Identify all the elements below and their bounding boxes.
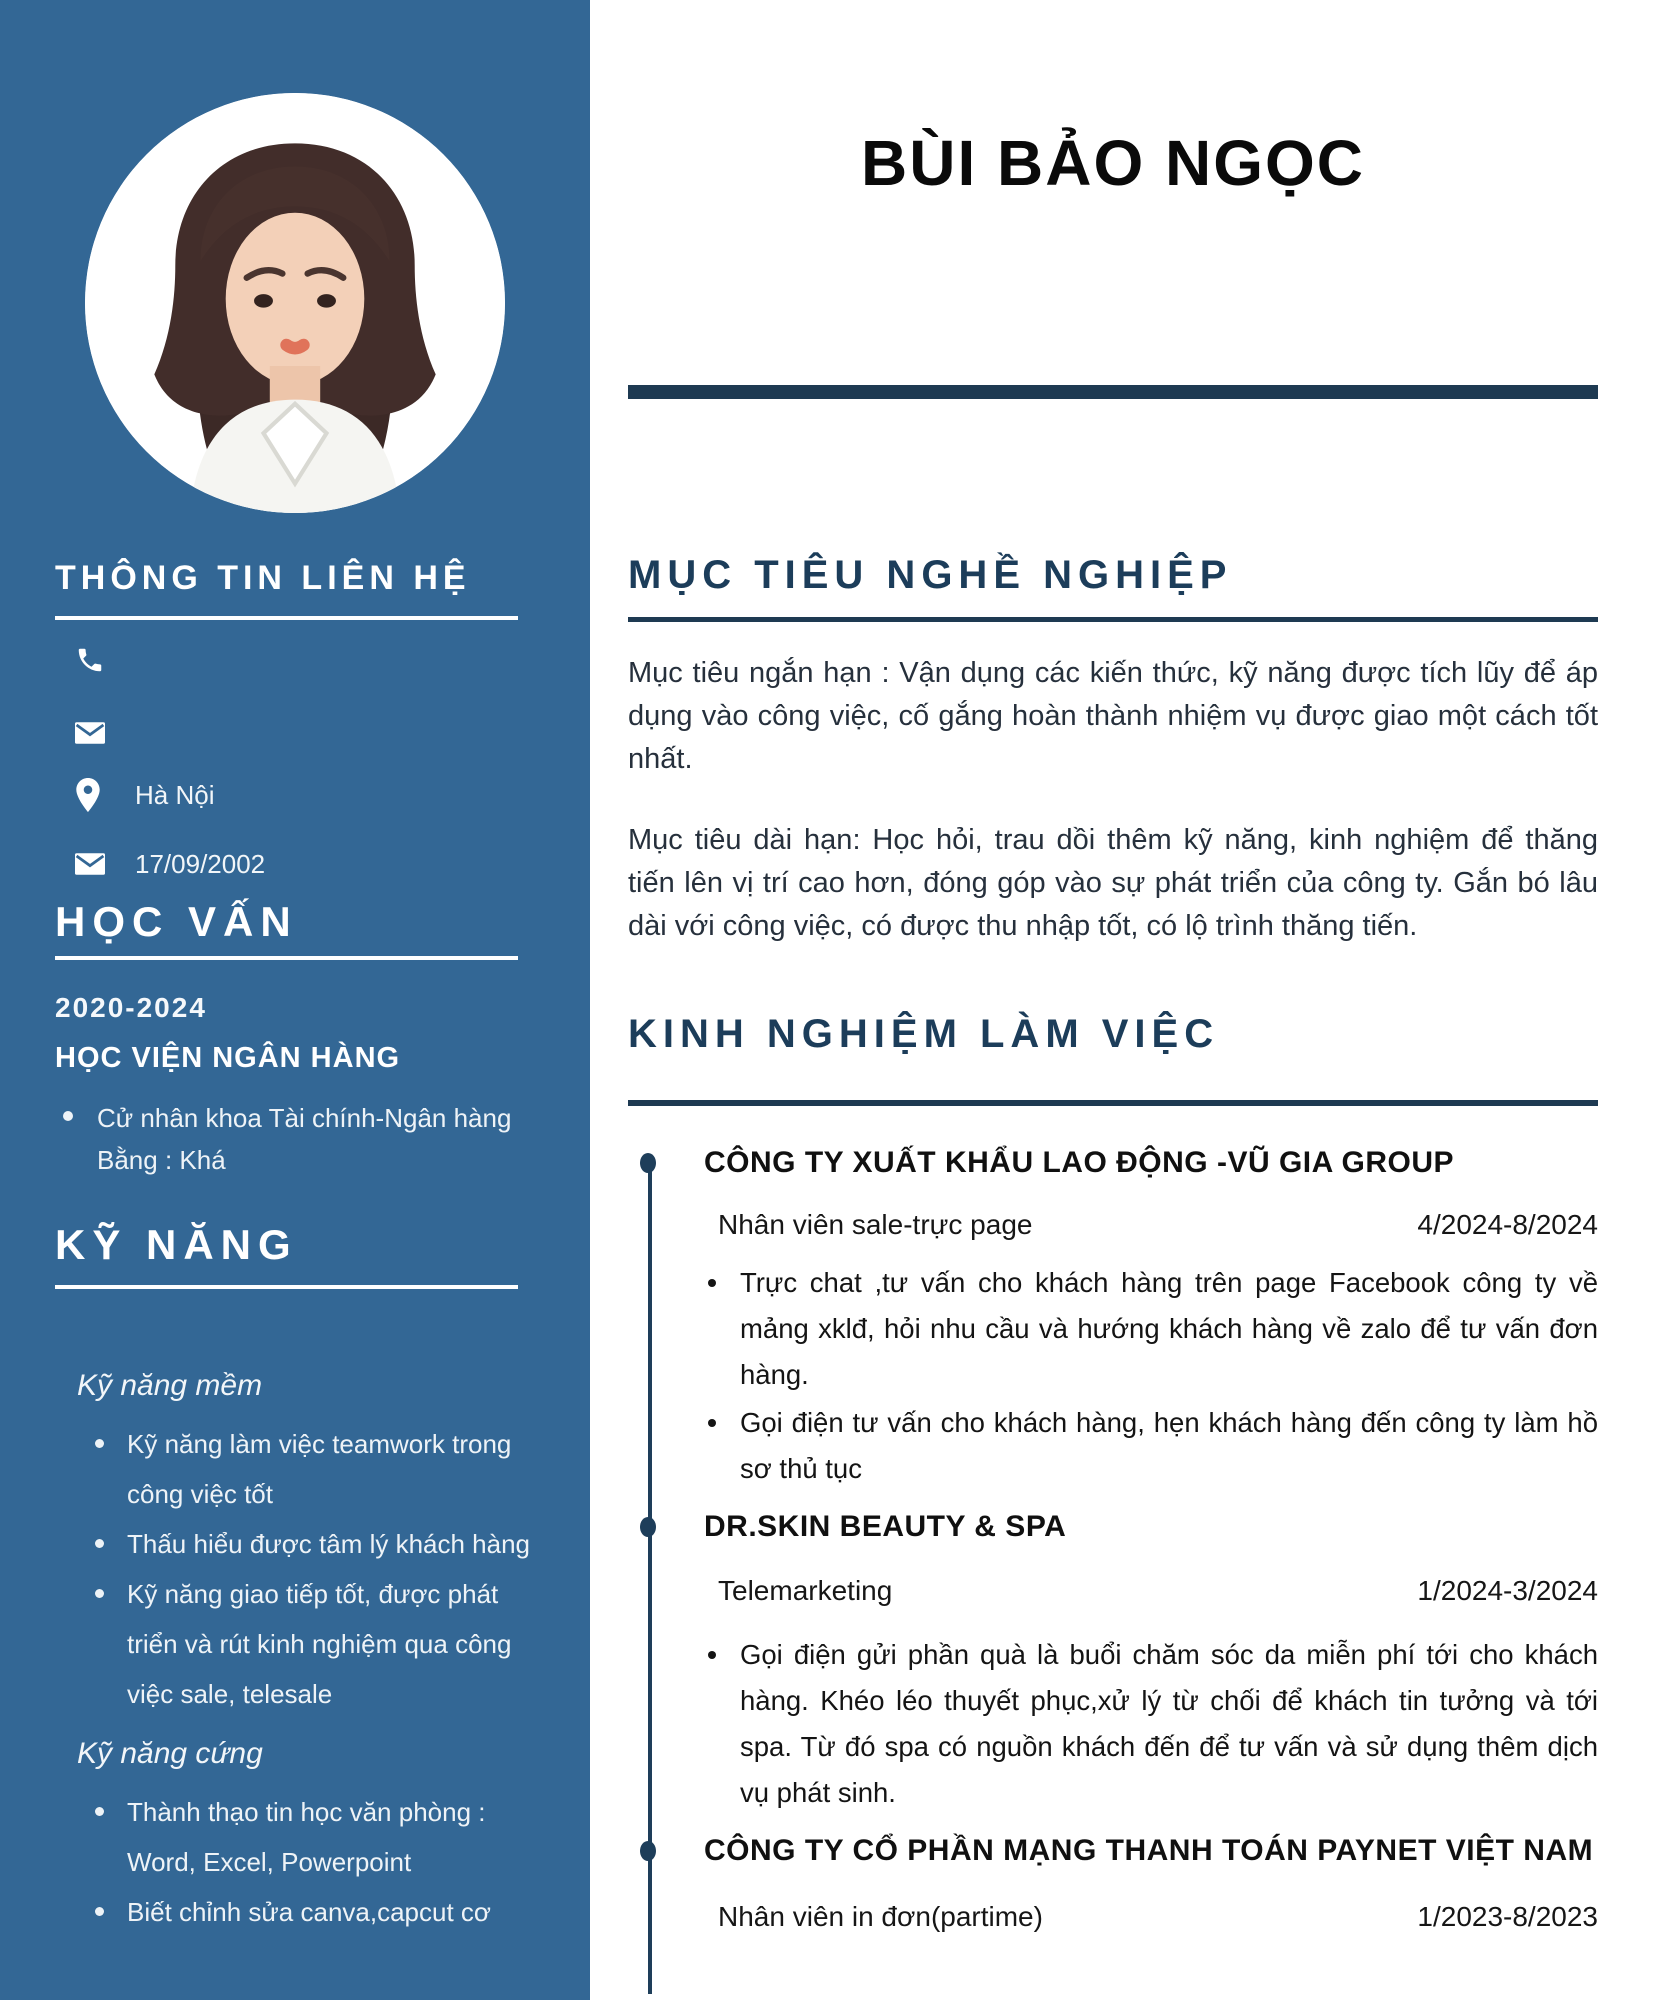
education-detail — [55, 1097, 550, 1181]
mail-icon — [75, 722, 107, 744]
contact-row-birthdate — [75, 850, 550, 878]
skill-item: Biết chỉnh sửa canva,capcut cơ — [95, 1887, 550, 1937]
skills-divider — [55, 1285, 518, 1289]
job-company: CÔNG TY XUẤT KHẨU LAO ĐỘNG -VŨ GIA GROUP — [704, 1146, 1455, 1179]
location-icon — [75, 778, 107, 812]
job-bullet-list — [704, 1632, 1598, 1816]
job-dates: 1/2024-3/2024 — [1417, 1575, 1598, 1606]
skill-item: Thấu hiểu được tâm lý khách hàng — [95, 1519, 550, 1569]
birthdate-value: 17/09/2002 — [135, 848, 266, 879]
portrait-illustration — [85, 93, 505, 513]
contact-row-email — [75, 720, 550, 746]
education-degree: Cử nhân khoa Tài chính-Ngân hàng — [97, 1103, 512, 1133]
job-meta — [704, 1574, 1598, 1608]
experience-heading: KINH NGHIỆM LÀM VIỆC — [628, 1012, 1220, 1056]
skill-item: Kỹ năng giao tiếp tốt, được phát triển và rút kinh nghiệm qua công việc sale, telesale — [95, 1569, 550, 1719]
objective-paragraph-long: Mục tiêu dài hạn: Học hỏi, trau dồi thêm kỹ năng, kinh nghiệm để thăng tiến lên vị trí cao hơn, đóng góp vào sự phát triển của công ty. Gắn bó lâu dài với công việc, có được thu nhập tốt, có lộ trình thăng tiến. — [628, 824, 1598, 942]
education-divider — [55, 956, 518, 960]
contact-row-phone — [75, 642, 550, 678]
job-dates: 4/2024-8/2024 — [1417, 1209, 1598, 1240]
experience-divider — [628, 1100, 1598, 1106]
education-grade: Bằng : Khá — [97, 1145, 226, 1175]
skill-item: Kỹ năng làm việc teamwork trong công việc tốt — [95, 1419, 550, 1519]
job-bullet: Gọi điện gửi phần quà là buổi chăm sóc da miễn phí tới cho khách hàng. Khéo léo thuyết phục,xử lý từ chối để khách tin tưởng và tới spa. Từ đó spa có nguồn khách đến để tư vấn và sử dụng thêm dịch vụ phát sinh. — [704, 1632, 1598, 1816]
timeline-dot — [640, 1517, 656, 1537]
skill-item: Thành thạo tin học văn phòng : Word, Excel, Powerpoint — [95, 1787, 550, 1887]
objective-paragraph-short: Mục tiêu ngắn hạn : Vận dụng các kiến thức, kỹ năng được tích lũy để áp dụng vào công việc, cố gắng hoàn thành nhiệm vụ được giao một cách tốt nhất. — [628, 657, 1598, 775]
objective-heading: MỤC TIÊU NGHỀ NGHIỆP — [628, 553, 1233, 597]
job-role: Nhân viên sale-trực page — [718, 1209, 1033, 1240]
job-entry — [628, 1144, 1598, 1492]
timeline-dot — [640, 1153, 656, 1173]
profile-photo — [85, 93, 505, 513]
education-school: HỌC VIỆN NGÂN HÀNG — [55, 1042, 401, 1074]
name-underline-bar — [628, 385, 1598, 399]
timeline-dot — [640, 1841, 656, 1861]
soft-skills-list — [95, 1419, 550, 1719]
bullet-dot — [63, 1111, 73, 1121]
education-years: 2020-2024 — [55, 992, 207, 1023]
job-bullet-list — [704, 1260, 1598, 1492]
job-company: DR.SKIN BEAUTY & SPA — [704, 1510, 1067, 1543]
main-content — [590, 0, 1654, 2000]
objective-divider — [628, 617, 1598, 622]
contact-divider — [55, 616, 518, 620]
job-meta — [704, 1900, 1598, 1934]
mail-icon — [75, 853, 107, 875]
job-entry — [628, 1508, 1598, 1816]
contact-row-location — [75, 778, 550, 812]
hard-skills-label: Kỹ năng cứng — [77, 1737, 263, 1770]
soft-skills-label: Kỹ năng mềm — [77, 1369, 263, 1402]
contact-list — [75, 642, 550, 878]
hard-skills-list — [95, 1787, 550, 1937]
skills-heading: KỸ NĂNG — [55, 1221, 298, 1268]
sidebar — [0, 0, 590, 2000]
job-dates: 1/2023-8/2023 — [1417, 1901, 1598, 1932]
job-bullet: Gọi điện tư vấn cho khách hàng, hẹn khách hàng đến công ty làm hồ sơ thủ tục — [704, 1400, 1598, 1492]
location-value: Hà Nội — [135, 779, 215, 810]
job-company: CÔNG TY CỔ PHẦN MẠNG THANH TOÁN PAYNET VIỆT NAM — [704, 1834, 1594, 1867]
experience-timeline — [628, 1144, 1598, 1934]
phone-icon — [75, 645, 107, 675]
job-meta — [704, 1208, 1598, 1242]
contact-heading: THÔNG TIN LIÊN HỆ — [55, 559, 471, 597]
education-heading: HỌC VẤN — [55, 898, 298, 945]
job-role: Telemarketing — [718, 1575, 893, 1606]
job-role: Nhân viên in đơn(partime) — [718, 1901, 1043, 1932]
candidate-name: BÙI BẢO NGỌC — [861, 127, 1365, 199]
job-entry — [628, 1832, 1598, 1934]
job-bullet: Trực chat ,tư vấn cho khách hàng trên page Facebook công ty về mảng xklđ, hỏi nhu cầu và hướng khách hàng về zalo để tư vấn đơn hàng. — [704, 1260, 1598, 1398]
